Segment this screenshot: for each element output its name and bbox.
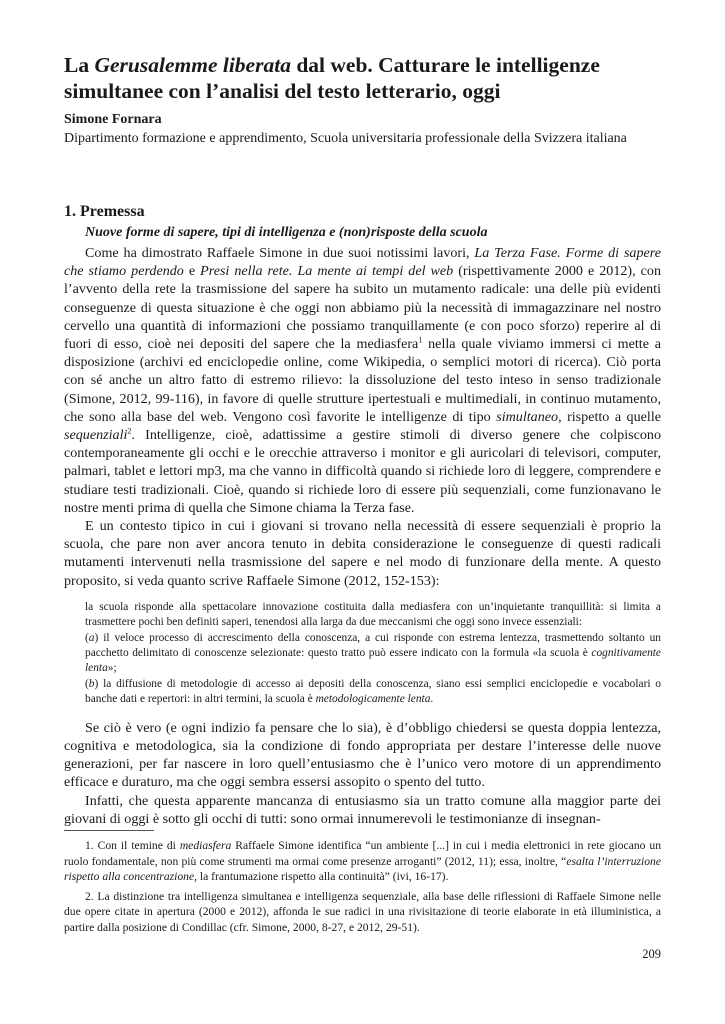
quote-b-text: la diffusione di metodologie di accesso ai depositi della conoscenza, siano essi semplici enciclopedie e vocabolari o banche dati e repertori: in altri termini, la scuola è: [85, 677, 661, 706]
footnote-ref-2[interactable]: 2: [127, 426, 132, 436]
p1-title-presi-nella-rete: Presi nella rete. La mente ai tempi del web: [200, 263, 454, 280]
fn1-italic-mediasfera: mediasfera: [179, 839, 232, 852]
quote-b-end: .: [430, 693, 434, 706]
quote-label-a: a: [88, 631, 95, 644]
p1-italic-sequenziali: sequenziali: [64, 427, 128, 444]
block-quote: [85, 600, 661, 708]
quote-a-text: il veloce processo di accrescimento della conoscenza, a cui risponde con estrema lentezza, trasmettendo soltanto un pacchetto delimitato di conoscenze selezionate: questo tratto può essere indicato con la formula «la scuola è: [85, 631, 661, 660]
fn1-text-e: la frantumazione rispetto alla continuità” (ivi, 16-17).: [197, 870, 449, 884]
section-heading: 1. Premessa: [64, 203, 145, 220]
p1-text-h: , rispetto a quelle: [558, 408, 661, 425]
p1-italic-simultaneo: simultaneo: [496, 408, 559, 425]
author-name: Simone Fornara: [64, 112, 162, 127]
footnote-divider: [64, 830, 154, 831]
author-affiliation: Dipartimento formazione e apprendimento, Scuola universitaria professionale della Svizzera italiana: [64, 131, 627, 146]
body-text: [64, 244, 661, 828]
page-number: 209: [642, 947, 661, 961]
p1-text-f: nella quale viviamo immersi ci mette a disposizione (archivi ed enciclopedie online, come Wikipedia, o semplici motori di ricerca). Ciò porta con sé anche un altro fatto di estremo rilievo: la dissoluzione del testo inteso in senso tradizionale (Simone, 2012, 99-116), in favore di quelle strutture ipertestuali e multimediali, in continuo mutamento, che sono alla base del web. Vengono così favorite le intelligenze di tipo: [64, 336, 662, 425]
paragraph-3: Se ciò è vero (e ogni indizio fa pensare che lo sia), è d’obbligo chiedersi se questa doppia lentezza, cognitiva e metodologica, sia la condizione di fondo appropriata per destare l’interesse delle nuove generazioni, per far nascere in loro quell’entusiasmo che è l’unico vero motore di un apprendimento efficace e duraturo, ma che oggi sembra essersi assopito o spento del tutto.: [64, 719, 661, 791]
paragraph-2: E un contesto tipico in cui i giovani si trovano nella necessità di essere sequenziali è proprio la scuola, che pare non aver ancora tenuto in debita considerazione le conseguenze di questi radicali mutamenti intervenuti nella trasmissione del sapere e nel modo di funzionare della mente. A questo proposito, si veda quanto scrive Raffaele Simone (2012, 152-153):: [64, 518, 661, 589]
footnote-2: 2. La distinzione tra intelligenza simultanea e intelligenza sequenziale, alla base delle riflessioni di Raffaele Simone nelle due opere citate in apertura (2000 e 2012), affonda le sue radici in una rivisitazione di teorie elaborate in età illuministica, a partire dalla posizione di Condillac (cfr. Simone, 2000, 8-27, e 2012, 29-51).: [64, 889, 661, 934]
quote-a-italic: cognitivamente lenta: [85, 647, 661, 675]
footnotes: [64, 838, 661, 940]
quote-line-b: (b) la diffusione di metodologie di accesso ai depositi della conoscenza, siano essi semplici enciclopedie e vocabolari o banche dati e repertori: in altri termini, la scuola è metodologicamente lenta.: [85, 677, 661, 706]
p1-text-j: . Intelligenze, cioè, adattissime a gestire stimoli di diverso genere che colpiscono contemporaneamente gli occhi e le orecchie attraverso i monitor e gli auricolari di televisori, computer, palmari, tablet e lettori mp3, ma che vanno in difficoltà quando si richiede loro di leggere, comprendere e studiare testi tradizionali. Cioè, quando si richiede loro di essere più sequenziali, come funzionavano le nostre menti prima di quella che Simone chiama la Terza fase.: [64, 427, 661, 516]
title-italic: Gerusalemme liberata: [94, 53, 291, 77]
paragraph-1: [64, 244, 661, 517]
fn1-text-a: 1. Con il temine di: [85, 839, 180, 852]
quote-label-b: b: [88, 677, 95, 690]
p1-text-a: Come ha dimostrato Raffaele Simone in due suoi notissimi lavori,: [85, 245, 475, 261]
paragraph-4: Infatti, che questa apparente mancanza di entusiasmo sia un tratto comune alla maggior parte dei giovani di oggi è sotto gli occhi di tutti: sono ormai innumerevoli le testimonianze di insegnan-: [64, 792, 661, 827]
quote-line-a: (a) il veloce processo di accrescimento della conoscenza, a cui risponde con estrema lentezza, trasmettendo soltanto un pacchetto delimitato di conoscenze selezionate: questo tratto può essere indicato con la formula «la scuola è cognitivamente lenta»;: [85, 631, 661, 675]
article-title: [64, 52, 661, 104]
quote-line-1: la scuola risponde alla spettacolare innovazione costituita dalla mediasfera con un’inquietante tranquillità: si limita a trasmettere pochi ben definiti saperi, tenendosi alla larga da due meccanismi che oggi sono invece essenziali:: [85, 600, 661, 629]
quote-a-end: »;: [107, 662, 117, 675]
quote-b-italic: metodologicamente lenta: [315, 693, 431, 706]
fn1-text-c: Raffaele Simone identifica “un ambiente [...] in cui i media elettronici in rete giocano un ruolo fondamentale, non più come strumenti ma ormai come presenze arroganti” (2012, 11); essa, inoltre, “: [64, 839, 661, 868]
fn1-italic-quote: esalta l’interruzione rispetto alla concentrazione,: [64, 854, 661, 884]
title-pre: La: [64, 53, 95, 77]
footnote-ref-1[interactable]: 1: [418, 335, 423, 345]
footnote-1: [64, 838, 661, 885]
section-subheading: Nuove forme di sapere, tipi di intelligenza e (non)risposte della scuola: [85, 225, 488, 240]
p1-text-e: (rispettivamente 2000 e 2012), con l’avvento della rete la trasmissione del sapere ha subito un mutamento radicale: una delle più evidenti conseguenze di questa situazione è che oggi non abbiamo più la necessità di immagazzinare nel nostro cervello una quantità di informazioni che possiamo tranquillamente (e con poco sforzo) reperire al di fuori di esso, cioè nei depositi del sapere che la mediasfera: [64, 263, 661, 353]
title-post: dal web. Catturare le intelligenze simultanee con l’analisi del testo letterario, oggi: [64, 53, 600, 103]
p1-text-c: e: [183, 263, 201, 280]
p1-title-terza-fase: La Terza Fase. Forme di sapere che stiamo perdendo: [64, 245, 661, 280]
